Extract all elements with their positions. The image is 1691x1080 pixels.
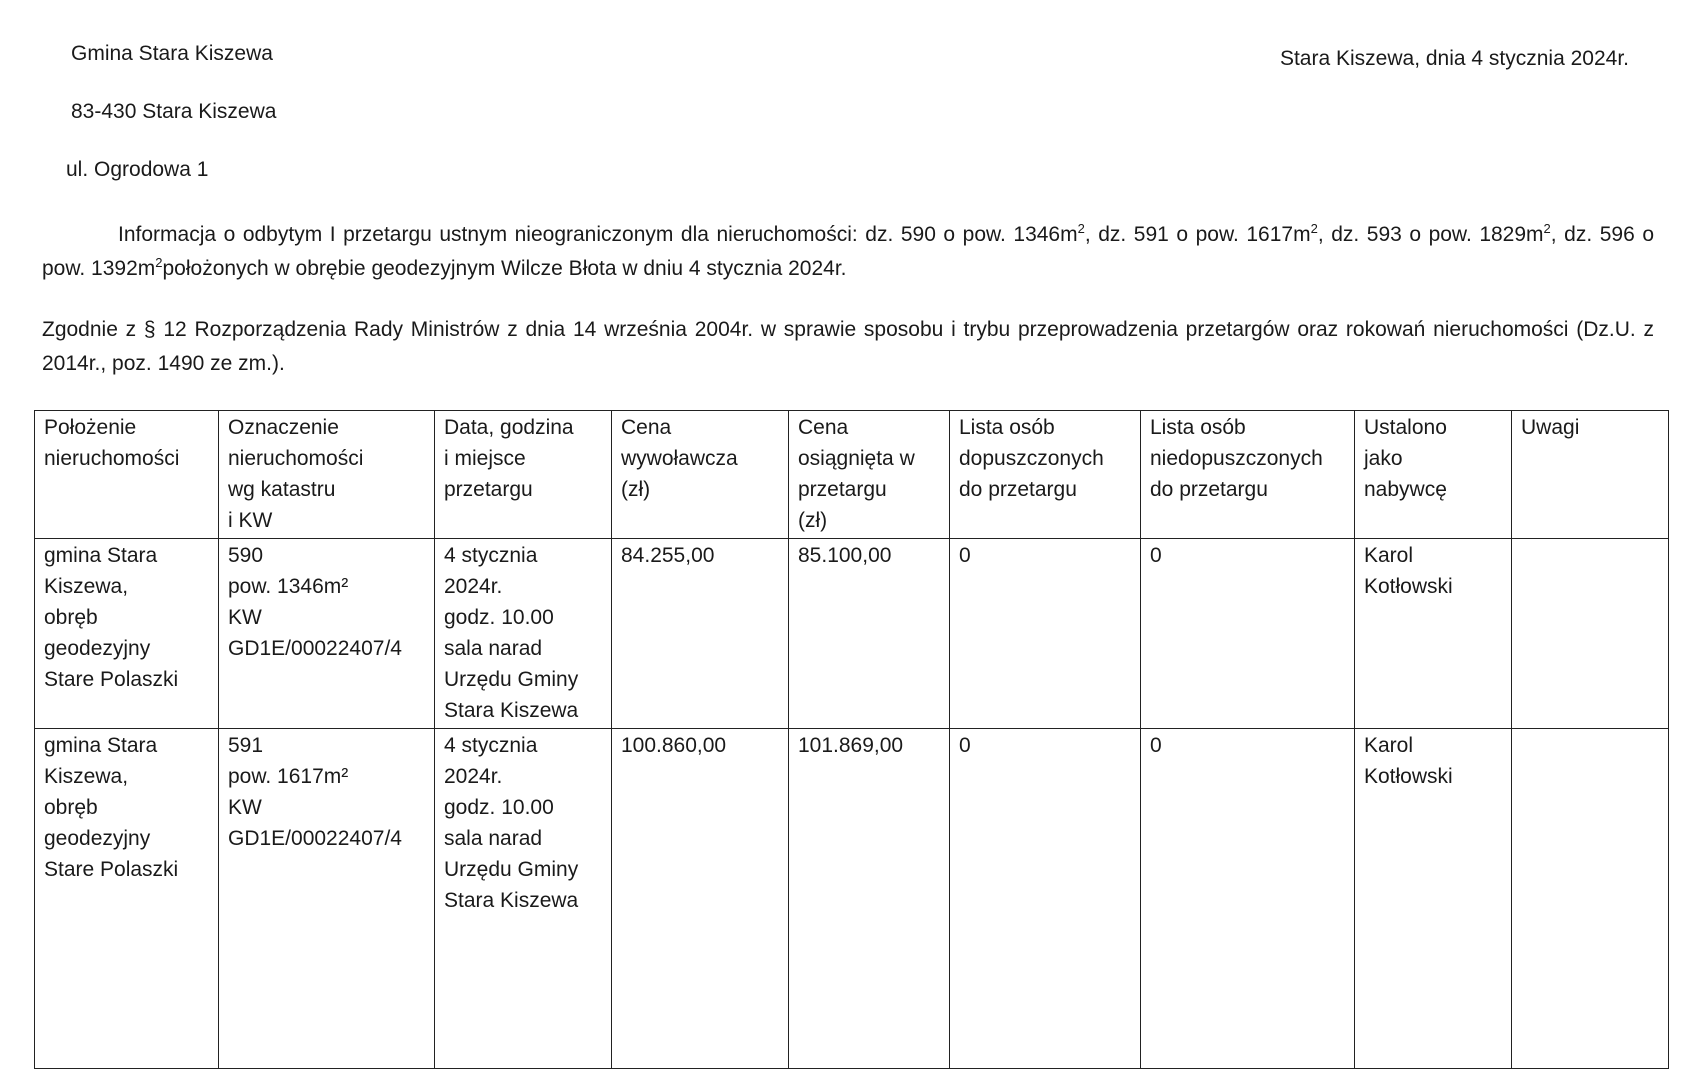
auction-results-table <box>34 410 1669 1069</box>
cell-not-admitted: 0 <box>1141 729 1355 1069</box>
cell-buyer: Karol Kotłowski <box>1355 729 1512 1069</box>
info-sup-4: 2 <box>155 255 163 270</box>
cell-parcel <box>219 729 435 1069</box>
header-final-price: Cena osiągnięta w przetargu (zł) <box>789 411 950 539</box>
table-row <box>35 539 1669 729</box>
info-text-3: , dz. 593 o pow. 1829m <box>1317 223 1544 246</box>
table-header-row <box>35 411 1669 539</box>
info-text-4: , dz. 596 o pow. 1392m <box>42 223 1654 280</box>
header-location: Położenie nieruchomości <box>35 411 219 539</box>
parcel-kw: KW GD1E/00022407/4 <box>228 606 402 660</box>
info-sup-3: 2 <box>1543 221 1551 236</box>
sender-postal: 83-430 Stara Kiszewa <box>71 100 277 123</box>
header-admitted: Lista osób dopuszczonych do przetargu <box>950 411 1141 539</box>
cell-parcel <box>219 539 435 729</box>
info-sup-1: 2 <box>1077 221 1085 236</box>
cell-admitted: 0 <box>950 539 1141 729</box>
cell-start-price: 100.860,00 <box>612 729 789 1069</box>
header-date-place: Data, godzina i miejsce przetargu <box>435 411 612 539</box>
cell-admitted: 0 <box>950 729 1141 1069</box>
sender-name: Gmina Stara Kiszewa <box>71 42 273 65</box>
info-text-2: , dz. 591 o pow. 1617m <box>1084 223 1311 246</box>
cell-notes <box>1512 729 1669 1069</box>
cell-not-admitted: 0 <box>1141 539 1355 729</box>
header-start-price: Cena wywoławcza (zł) <box>612 411 789 539</box>
parcel-area: pow. 1346m² <box>228 575 349 598</box>
cell-start-price: 84.255,00 <box>612 539 789 729</box>
info-text-5: położonych w obrębie geodezyjnym Wilcze Błota w dniu 4 stycznia 2024r. <box>162 257 847 280</box>
header-parcel: Oznaczenie nieruchomości wg katastru i KW <box>219 411 435 539</box>
info-sup-2: 2 <box>1310 221 1318 236</box>
table-row <box>35 729 1669 1069</box>
cell-buyer: Karol Kotłowski <box>1355 539 1512 729</box>
legal-basis-paragraph: Zgodnie z § 12 Rozporządzenia Rady Ministrów z dnia 14 września 2004r. w sprawie sposobu i trybu przeprowadzenia przetargów oraz rokowań nieruchomości (Dz.U. z 2014r., poz. 1490 ze zm.). <box>42 318 1654 375</box>
info-text-1: Informacja o odbytym I przetargu ustnym nieograniczonym dla nieruchomości: dz. 590 o pow. 1346m <box>118 223 1078 246</box>
header-not-admitted: Lista osób niedopuszczonych do przetargu <box>1141 411 1355 539</box>
parcel-number: 590 <box>228 544 264 567</box>
info-paragraph <box>42 218 1654 286</box>
cell-location: gmina Stara Kiszewa, obręb geodezyjny Stare Polaszki <box>35 539 219 729</box>
cell-location: gmina Stara Kiszewa, obręb geodezyjny Stare Polaszki <box>35 729 219 1069</box>
header-buyer: Ustalono jako nabywcę <box>1355 411 1512 539</box>
document-date: Stara Kiszewa, dnia 4 stycznia 2024r. <box>1279 47 1629 70</box>
cell-final-price: 101.869,00 <box>789 729 950 1069</box>
cell-date-place: 4 stycznia 2024r. godz. 10.00 sala narad Urzędu Gminy Stara Kiszewa <box>435 539 612 729</box>
parcel-number: 591 <box>228 734 264 757</box>
cell-date-place: 4 stycznia 2024r. godz. 10.00 sala narad Urzędu Gminy Stara Kiszewa <box>435 729 612 1069</box>
cell-notes <box>1512 539 1669 729</box>
cell-final-price: 85.100,00 <box>789 539 950 729</box>
parcel-area: pow. 1617m² <box>228 765 349 788</box>
sender-street: ul. Ogrodowa 1 <box>66 158 209 181</box>
header-notes: Uwagi <box>1512 411 1669 539</box>
parcel-kw: KW GD1E/00022407/4 <box>228 796 402 850</box>
